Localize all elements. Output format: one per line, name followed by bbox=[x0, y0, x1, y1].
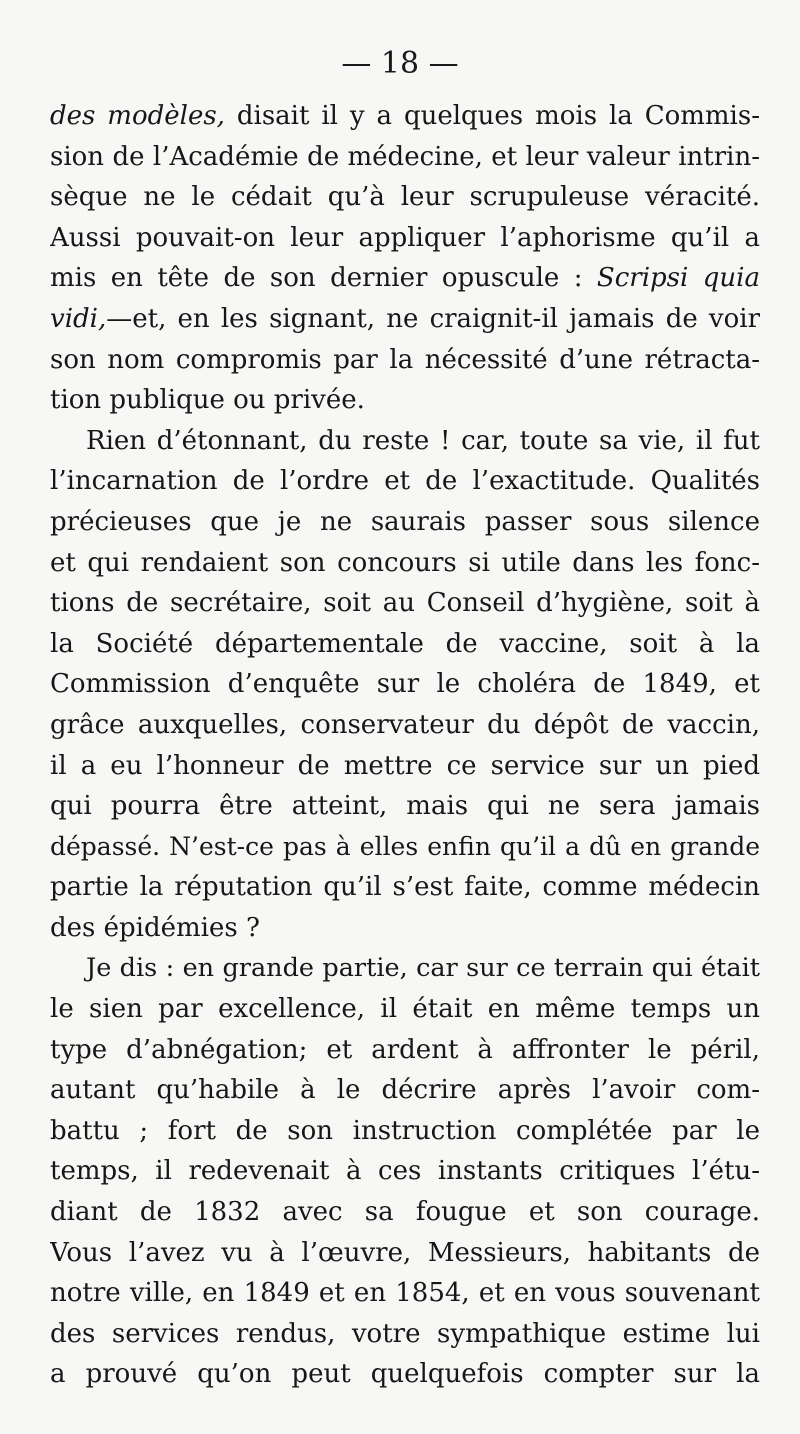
text-segment: Commission d’enquête sur le choléra de 1849, et bbox=[50, 669, 760, 700]
text-line bbox=[50, 624, 760, 665]
text-segment: autant qu’habile à le décrire après l’avoir com- bbox=[50, 1075, 760, 1106]
text-segment: des épidémies ? bbox=[50, 912, 260, 943]
text-line bbox=[50, 1111, 760, 1152]
text-line bbox=[50, 1273, 760, 1314]
page-number: — 18 — bbox=[341, 46, 459, 81]
text-line bbox=[50, 299, 760, 340]
text-segment: le sien par excellence, il était en même temps un bbox=[50, 994, 760, 1025]
text-line bbox=[50, 380, 760, 421]
text-line bbox=[50, 948, 760, 989]
text-segment: qui pourra être atteint, mais qui ne sera jamais bbox=[50, 791, 760, 822]
text-line bbox=[50, 421, 760, 462]
text-segment: —et, en les signant, ne craignit-il jamais de voir bbox=[106, 303, 760, 334]
text-segment: la Société départementale de vaccine, soit à la bbox=[50, 628, 760, 659]
text-segment: et qui rendaient son concours si utile dans les fonc- bbox=[50, 547, 760, 578]
text-line bbox=[50, 664, 760, 705]
text-segment: a prouvé qu’on peut quelquefois compter sur la bbox=[50, 1359, 760, 1390]
text-segment: sèque ne le cédait qu’à leur scrupuleuse véracité. bbox=[50, 182, 760, 213]
text-line bbox=[50, 502, 760, 543]
text-segment: mis en tête de son dernier opuscule : bbox=[50, 263, 597, 294]
text-line bbox=[50, 137, 760, 178]
text-line bbox=[50, 1233, 760, 1274]
text-line bbox=[50, 1030, 760, 1071]
text-line bbox=[50, 1070, 760, 1111]
text-segment: Je dis : en grande partie, car sur ce terrain qui était bbox=[86, 953, 760, 984]
text-segment: diant de 1832 avec sa fougue et son courage. bbox=[50, 1197, 760, 1228]
text-line bbox=[50, 989, 760, 1030]
text-line bbox=[50, 1151, 760, 1192]
text-line bbox=[50, 867, 760, 908]
italic-text: vidi, bbox=[50, 303, 107, 334]
text-segment: tion publique ou privée. bbox=[50, 385, 365, 416]
text-line bbox=[50, 1314, 760, 1355]
italic-text: Scripsi quia bbox=[596, 263, 760, 294]
text-segment: son nom compromis par la nécessité d’une rétracta- bbox=[50, 344, 760, 375]
text-line bbox=[50, 218, 760, 259]
text-segment: des services rendus, votre sympathique estime lui bbox=[50, 1318, 760, 1349]
text-segment: battu ; fort de son instruction complétée par le bbox=[50, 1115, 760, 1146]
text-line bbox=[50, 96, 760, 137]
text-segment: partie la réputation qu’il s’est faite, comme médecin bbox=[50, 872, 760, 903]
text-line bbox=[50, 461, 760, 502]
text-line bbox=[50, 908, 760, 949]
text-line bbox=[50, 746, 760, 787]
text-segment: sion de l’Académie de médecine, et leur valeur intrin- bbox=[50, 141, 760, 172]
text-segment: il a eu l’honneur de mettre ce service sur un pied bbox=[50, 750, 760, 781]
text-line bbox=[50, 340, 760, 381]
text-segment: tions de secrétaire, soit au Conseil d’hygiène, soit à bbox=[50, 588, 760, 619]
text-line bbox=[50, 543, 760, 584]
text-segment: l’incarnation de l’ordre et de l’exactitude. Qualités bbox=[50, 466, 760, 497]
text-line bbox=[50, 1354, 760, 1395]
text-segment: grâce auxquelles, conservateur du dépôt de vaccin, bbox=[50, 709, 760, 740]
text-line bbox=[50, 786, 760, 827]
text-segment: type d’abnégation; et ardent à affronter le péril, bbox=[50, 1034, 760, 1065]
text-segment: Aussi pouvait-on leur appliquer l’aphorisme qu’il a bbox=[50, 222, 760, 253]
text-line bbox=[50, 583, 760, 624]
text-segment: Rien d’étonnant, du reste ! car, toute sa vie, il fut bbox=[86, 425, 760, 456]
text-segment: précieuses que je ne saurais passer sous silence bbox=[50, 506, 760, 537]
body-text bbox=[50, 96, 760, 1395]
text-segment: notre ville, en 1849 et en 1854, et en vous souvenant bbox=[50, 1278, 760, 1309]
italic-text: des modèles, bbox=[50, 101, 225, 131]
text-line bbox=[50, 1192, 760, 1233]
text-line bbox=[50, 827, 760, 868]
text-line bbox=[50, 258, 760, 299]
text-segment: dépassé. N’est-ce pas à elles enfin qu’il a dû en grande bbox=[50, 831, 760, 861]
text-line bbox=[50, 177, 760, 218]
text-segment: Vous l’avez vu à l’œuvre, Messieurs, habitants de bbox=[50, 1237, 760, 1268]
text-segment: disait il y a quelques mois la Commis- bbox=[224, 101, 760, 131]
text-line bbox=[50, 705, 760, 746]
text-segment: temps, il redevenait à ces instants critiques l’étu- bbox=[50, 1156, 760, 1187]
